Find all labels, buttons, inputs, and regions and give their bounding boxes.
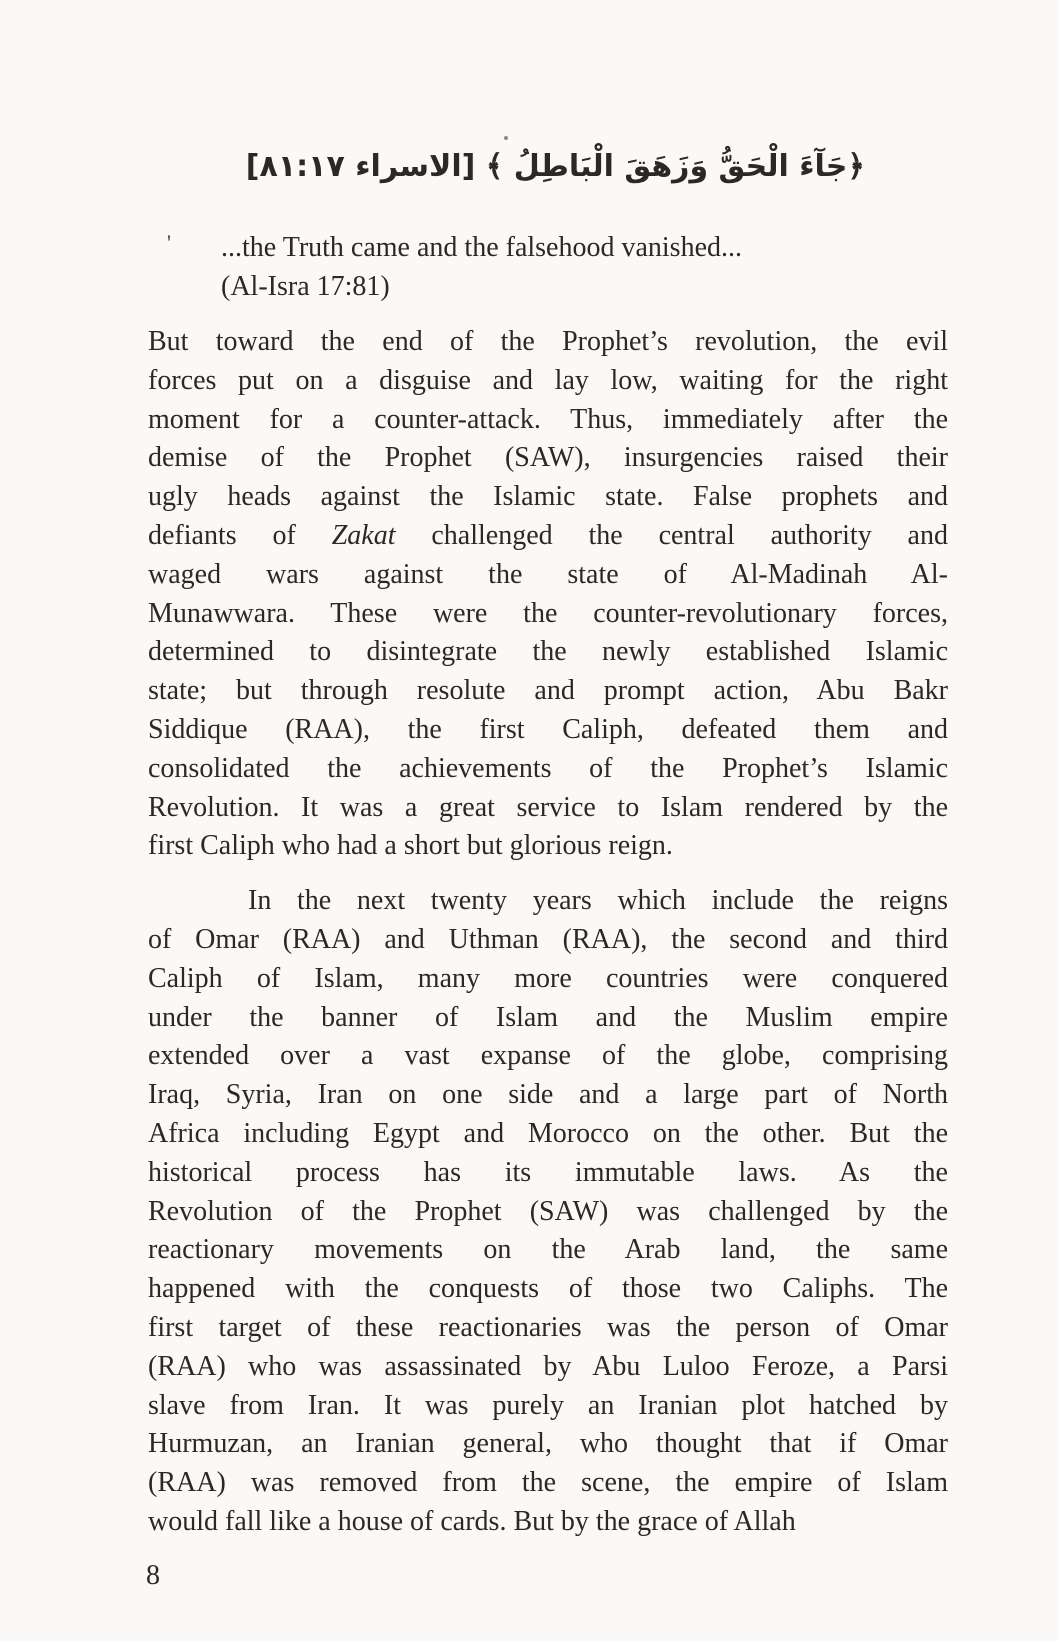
paragraph (148, 323, 948, 866)
text-line: of Omar (RAA) and Uthman (RAA), the second and third (148, 923, 948, 955)
text-line: waged wars against the state of Al-Madinah Al- (148, 558, 948, 590)
text-line: first target of these reactionaries was the person of Omar (148, 1311, 948, 1343)
verse-reference: (Al-Isra 17:81) (221, 271, 390, 302)
text-line: happened with the conquests of those two Caliphs. The (148, 1273, 948, 1305)
verse-translation-block (221, 228, 921, 306)
text-line: reactionary movements on the Arab land, the same (148, 1234, 948, 1266)
text-line: under the banner of Islam and the Muslim empire (148, 1001, 948, 1033)
text-line: moment for a counter-attack. Thus, immediately after the (148, 403, 948, 435)
text-line: would fall like a house of cards. But by the grace of Allah (148, 1505, 796, 1537)
scan-speck (504, 136, 508, 140)
text-line: Revolution. It was a great service to Islam rendered by the (148, 791, 948, 823)
verse-translation-line: ...the Truth came and the falsehood vanished... (221, 232, 743, 263)
page-number: 8 (146, 1560, 160, 1591)
paragraph (148, 882, 948, 1542)
text-line: slave from Iran. It was purely an Iranian plot hatched by (148, 1389, 948, 1421)
text-line: Caliph of Islam, many more countries were conquered (148, 962, 948, 994)
text-line: Siddique (RAA), the first Caliph, defeated them and (148, 713, 948, 745)
arabic-verse: ﴿جَآءَ الْحَقُّ وَزَهَقَ الْبَاطِلُ ﴾ [الاسراء ٨١:١٧] (245, 149, 865, 184)
text-line: Munawwara. These were the counter-revolutionary forces, (148, 597, 948, 629)
text-line: Africa including Egypt and Morocco on the other. But the (148, 1117, 948, 1149)
text-line: (RAA) who was assassinated by Abu Luloo Feroze, a Parsi (148, 1350, 948, 1382)
text-line: Iraq, Syria, Iran on one side and a large part of North (148, 1079, 948, 1111)
stray-ink-mark: ' (167, 230, 171, 255)
text-line: Hurmuzan, an Iranian general, who thought that if Omar (148, 1428, 948, 1460)
text-line: ugly heads against the Islamic state. False prophets and (148, 481, 948, 513)
text-line: (RAA) was removed from the scene, the empire of Islam (148, 1467, 948, 1499)
text-line: state; but through resolute and prompt action, Abu Bakr (148, 675, 948, 707)
body-text (148, 323, 948, 1542)
text-line: Revolution of the Prophet (SAW) was challenged by the (148, 1195, 948, 1227)
text-line: extended over a vast expanse of the globe, comprising (148, 1040, 948, 1072)
text-line: determined to disintegrate the newly established Islamic (148, 636, 948, 668)
text-line: demise of the Prophet (SAW), insurgencies raised their (148, 442, 948, 474)
text-line: forces put on a disguise and lay low, waiting for the right (148, 364, 948, 396)
text-line: defiants of Zakat challenged the central authority and (148, 519, 948, 551)
text-line: historical process has its immutable laws. As the (148, 1156, 948, 1188)
text-line: But toward the end of the Prophet’s revolution, the evil (148, 326, 948, 357)
text-line: first Caliph who had a short but glorious reign. (148, 830, 673, 862)
text-line: In the next twenty years which include the reigns (248, 885, 948, 917)
text-line: consolidated the achievements of the Prophet’s Islamic (148, 752, 948, 784)
